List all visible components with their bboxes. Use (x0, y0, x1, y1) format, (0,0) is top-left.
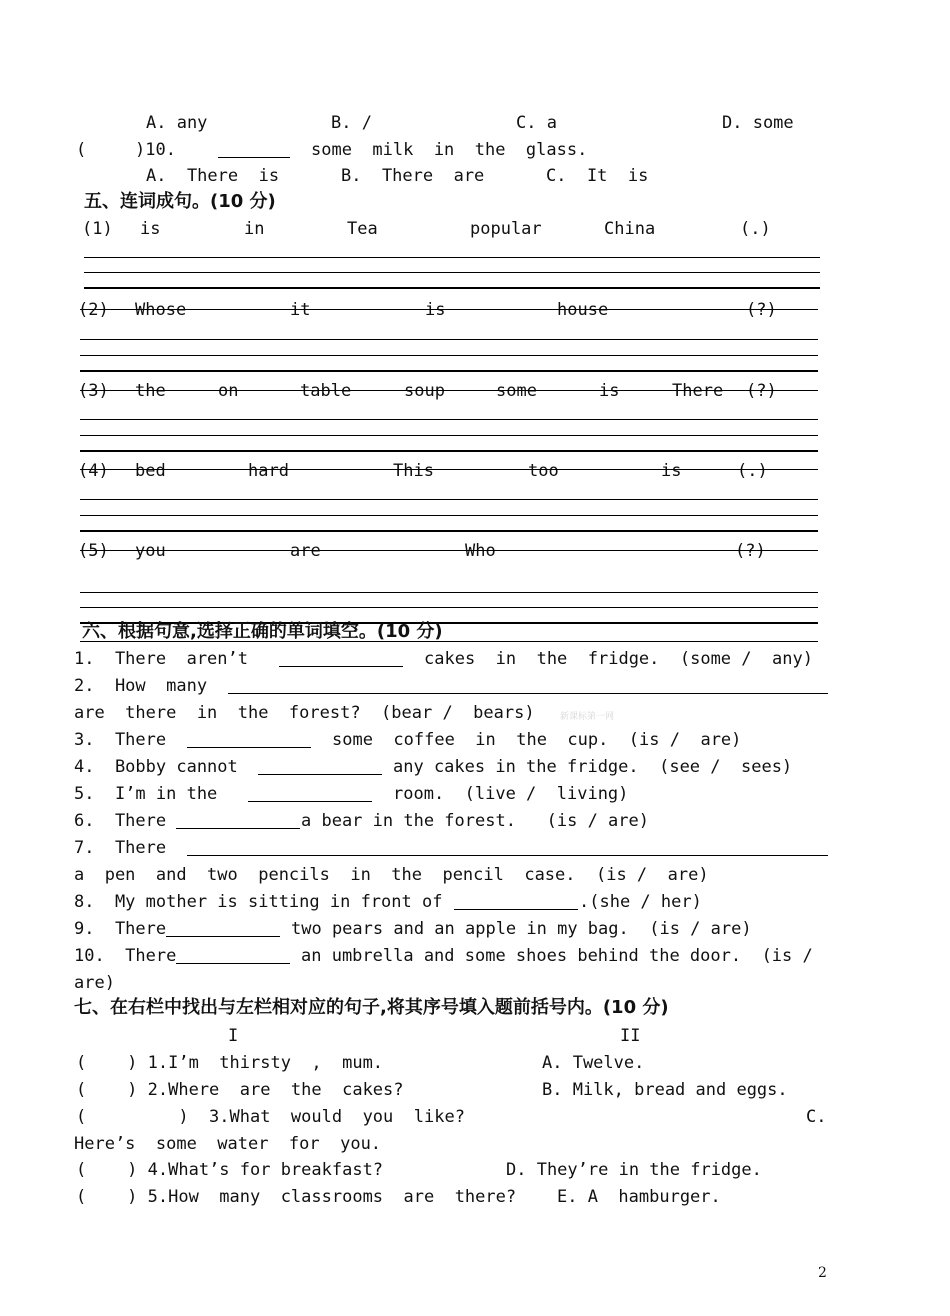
word: you (135, 541, 166, 561)
answer-line[interactable] (80, 515, 818, 516)
word: soup (404, 381, 445, 401)
word: Tea (347, 219, 378, 239)
answer-line[interactable] (84, 257, 820, 258)
word: This (393, 461, 434, 481)
word: (?) (735, 541, 766, 561)
sec6-q6-blank[interactable] (176, 828, 300, 829)
match-right-c: C. (806, 1107, 827, 1127)
word: hard (248, 461, 289, 481)
answer-line[interactable] (80, 450, 818, 452)
match-left-5: ( ) 5.How many classrooms are there? (76, 1187, 517, 1207)
q10-sentence: some milk in the glass. (311, 140, 588, 160)
q10-option-b: B. There are (341, 166, 485, 186)
q10-option-a: A. There is (146, 166, 280, 186)
column-header-2: II (620, 1026, 641, 1046)
sec6-q5-blank[interactable] (248, 801, 372, 802)
answer-line[interactable] (80, 550, 818, 551)
word: (.) (740, 219, 771, 239)
word: is (425, 300, 446, 320)
answer-line[interactable] (80, 339, 818, 340)
sec6-q9-blank[interactable] (166, 936, 280, 937)
sec6-q5: 5. I’m in the (74, 784, 218, 804)
word: is (140, 219, 161, 239)
sec6-q6: 6. There (74, 811, 167, 831)
word: the (135, 381, 166, 401)
sec6-q6-rest: a bear in the forest. (is / are) (301, 811, 649, 831)
sec6-q8-blank[interactable] (454, 909, 578, 910)
sec6-q9-rest: two pears and an apple in my bag. (is / are) (291, 919, 752, 939)
sec6-q1-blank[interactable] (279, 666, 403, 667)
sec6-q7-blank[interactable] (187, 855, 828, 856)
word: too (528, 461, 559, 481)
match-left-2: ( ) 2.Where are the cakes? (76, 1080, 404, 1100)
sec6-q1: 1. There aren’t (74, 649, 248, 669)
answer-line[interactable] (80, 592, 818, 593)
answer-line[interactable] (80, 530, 818, 532)
sec6-q8-rest: .(she / her) (579, 892, 702, 912)
q9-option-b: B. / (331, 113, 372, 133)
sec6-q10-rest: an umbrella and some shoes behind the door. (is / (301, 946, 813, 966)
answer-line[interactable] (84, 287, 820, 289)
word: is (599, 381, 620, 401)
word: (3) (78, 381, 109, 401)
sec6-q1-rest: cakes in the fridge. (some / any) (424, 649, 813, 669)
sec6-q2: 2. How many (74, 676, 208, 696)
match-right-c-text: Here’s some water for you. (74, 1134, 382, 1154)
answer-line[interactable] (80, 370, 818, 372)
answer-line[interactable] (80, 309, 818, 310)
q9-option-d: D. some (722, 113, 794, 133)
sec6-q7-cont: a pen and two pencils in the pencil case. (is / are) (74, 865, 709, 885)
word: on (218, 381, 239, 401)
answer-line[interactable] (80, 641, 818, 642)
answer-line[interactable] (80, 390, 818, 391)
sec6-q2-cont: are there in the forest? (bear / bears) (74, 703, 535, 723)
word: (2) (78, 300, 109, 320)
word: (1) (82, 219, 113, 239)
sec6-q4-blank[interactable] (258, 774, 382, 775)
answer-line[interactable] (84, 272, 820, 273)
section-7-title: 七、在右栏中找出与左栏相对应的句子,将其序号填入题前括号内。(10 分) (74, 997, 669, 1018)
sec6-q9: 9. There (74, 919, 167, 939)
q9-option-a: A. any (146, 113, 208, 133)
word: (4) (78, 461, 109, 481)
page-number: 2 (818, 1265, 827, 1281)
sec6-q5-rest: room. (live / living) (393, 784, 629, 804)
q10-option-c: C. It is (546, 166, 649, 186)
q10-number: )10. (135, 140, 176, 160)
word: China (604, 219, 656, 239)
section-6-title: 六、根据句意,选择正确的单词填空。(10 分) (82, 621, 443, 642)
match-left-3: ( ) 3.What would you like? (76, 1107, 465, 1127)
sec6-q4: 4. Bobby cannot (74, 757, 238, 777)
match-right-b: B. Milk, bread and eggs. (542, 1080, 788, 1100)
q9-option-c: C. a (516, 113, 557, 133)
word: is (661, 461, 682, 481)
word: (.) (737, 461, 768, 481)
watermark: 新课标第一网 (560, 712, 615, 722)
sec6-q10: 10. There (74, 946, 177, 966)
sec6-q2-blank[interactable] (228, 693, 828, 694)
answer-line[interactable] (80, 607, 818, 608)
column-header-1: I (228, 1026, 239, 1046)
word: bed (135, 461, 166, 481)
word: are (290, 541, 321, 561)
answer-line[interactable] (80, 355, 818, 356)
answer-line[interactable] (80, 469, 818, 470)
word: it (290, 300, 311, 320)
word: in (244, 219, 265, 239)
word: table (300, 381, 352, 401)
section-5-title: 五、连词成句。(10 分) (84, 191, 276, 212)
word: (5) (78, 541, 109, 561)
word: popular (470, 219, 542, 239)
sec6-q3: 3. There (74, 730, 167, 750)
word: house (557, 300, 609, 320)
q10-paren: ( (76, 140, 87, 160)
word: There (672, 381, 724, 401)
match-left-4: ( ) 4.What’s for breakfast? (76, 1160, 384, 1180)
match-right-d: D. They’re in the fridge. (506, 1160, 762, 1180)
match-left-1: ( ) 1.I’m thirsty , mum. (76, 1053, 384, 1073)
sec6-q4-rest: any cakes in the fridge. (see / sees) (393, 757, 793, 777)
answer-line[interactable] (80, 419, 818, 420)
q10-blank[interactable] (218, 157, 290, 158)
answer-line[interactable] (80, 499, 818, 500)
sec6-q8: 8. My mother is sitting in front of (74, 892, 443, 912)
sec6-q3-blank[interactable] (187, 747, 311, 748)
match-right-a: A. Twelve. (542, 1053, 645, 1073)
sec6-q10-blank[interactable] (176, 963, 290, 964)
word: Who (465, 541, 496, 561)
sec6-q3-rest: some coffee in the cup. (is / are) (332, 730, 742, 750)
match-right-e: E. A hamburger. (557, 1187, 721, 1207)
word: Whose (135, 300, 187, 320)
sec6-q7: 7. There (74, 838, 167, 858)
word: some (496, 381, 537, 401)
answer-line[interactable] (80, 435, 818, 436)
sec6-q10-cont: are) (74, 973, 115, 993)
word: (?) (746, 381, 777, 401)
word: (?) (746, 300, 777, 320)
